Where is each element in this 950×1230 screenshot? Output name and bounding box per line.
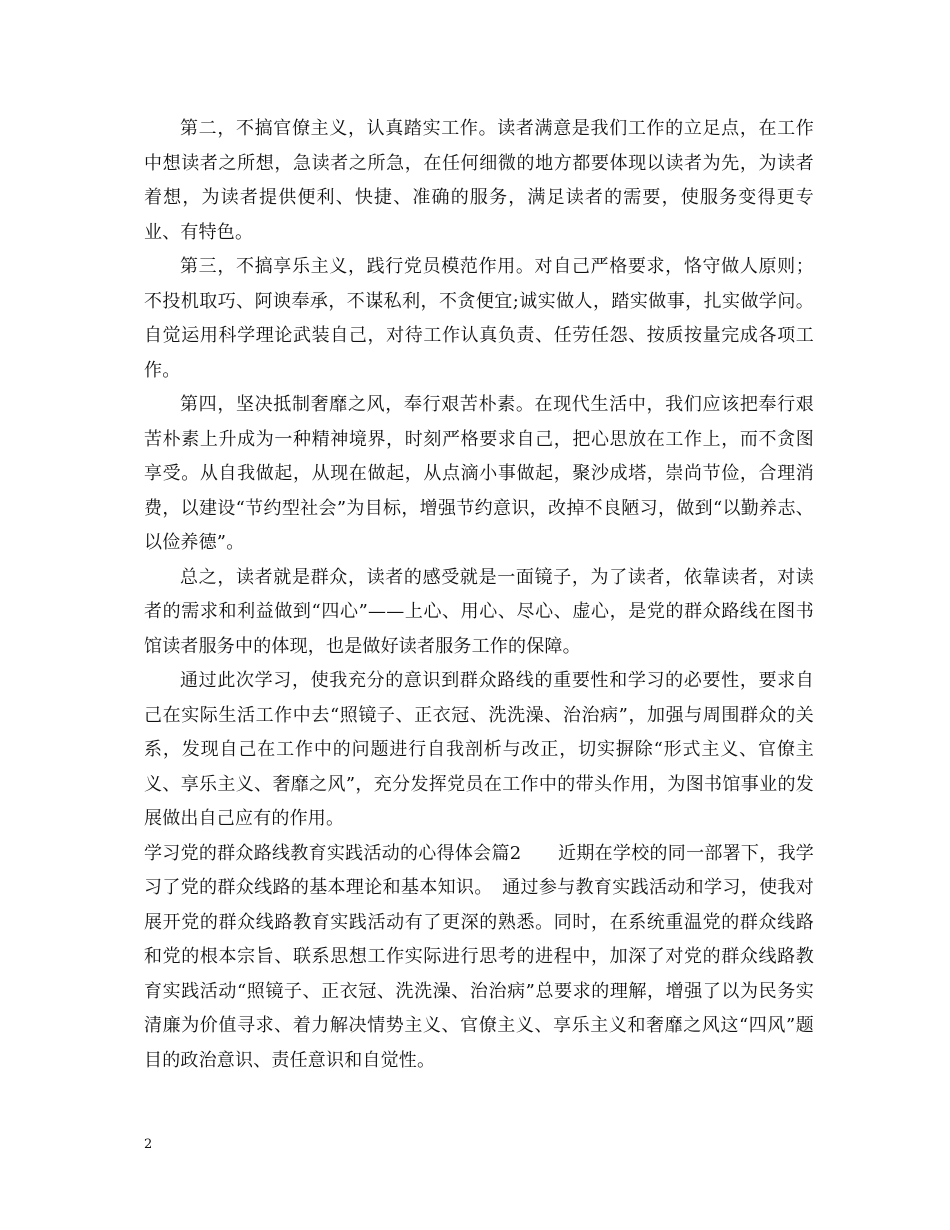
paragraph-conclusion: 通过此次学习，使我充分的意识到群众路线的重要性和学习的必要性，要求自己在实际生活工作中去“照镜子、正衣冠、洗洗澡、治治病”，加强与周围群众的关系，发现自己在工作中的问题进行自我剖析与改正，切实摒除“形式主义、官僚主义、享乐主义、奢靡之风”，充分发挥党员在工作中的带头作用，为图书馆事业的发展做出自己应有的作用。 (144, 670, 814, 829)
paragraph-article-2: 学习党的群众路线教育实践活动的心得体会篇2 近期在学校的同一部署下，我学习了党的群众线路的基本理论和基本知识。 通过参与教育实践活动和学习，使我对展开党的群众线路教育实践活动有了更深的熟悉。同时，在系统重温党的群众线路和党的根本宗旨、联系思想工作实际进行思考的进程中，加深了对党的群众线路教育实践活动“照镜子、正衣冠、洗洗澡、治治病”总要求的理解，增强了以为民务实清廉为价值寻求、着力解决情势主义、官僚主义、享乐主义和奢靡之风这“四风”题目的政治意识、责任意识和自觉性。 (144, 842, 814, 1071)
paragraph-fourth-point: 第四，坚决抵制奢靡之风，奉行艰苦朴素。在现代生活中，我们应该把奉行艰苦朴素上升成为一种精神境界，时刻严格要求自己，把心思放在工作上，而不贪图享受。从自我做起，从现在做起，从点滴小事做起，聚沙成塔，崇尚节俭，合理消费，以建设“节约型社会”为目标，增强节约意识，改掉不良陋习，做到“以勤养志、以俭养德”。 (144, 394, 814, 553)
paragraph-third-point: 第三，不搞享乐主义，践行党员模范作用。对自己严格要求，恪守做人原则；不投机取巧、阿谀奉承，不谋私利，不贪便宜;诚实做人，踏实做事，扎实做学问。自觉运用科学理论武装自己，对待工作认真负责、任劳任怨、按质按量完成各项工作。 (144, 256, 814, 381)
page-number: 2 (144, 1137, 153, 1152)
paragraph-second-point: 第二，不搞官僚主义，认真踏实工作。读者满意是我们工作的立足点，在工作中想读者之所想，急读者之所急，在任何细微的地方都要体现以读者为先，为读者着想，为读者提供便利、快捷、准确的服务，满足读者的需要，使服务变得更专业、有特色。 (144, 118, 814, 243)
document-body (144, 112, 814, 1078)
paragraph-summary: 总之，读者就是群众，读者的感受就是一面镜子，为了读者，依靠读者，对读者的需求和利益做到“四心”——上心、用心、尽心、虚心，是党的群众路线在图书馆读者服务中的体现，也是做好读者服务工作的保障。 (144, 566, 814, 657)
